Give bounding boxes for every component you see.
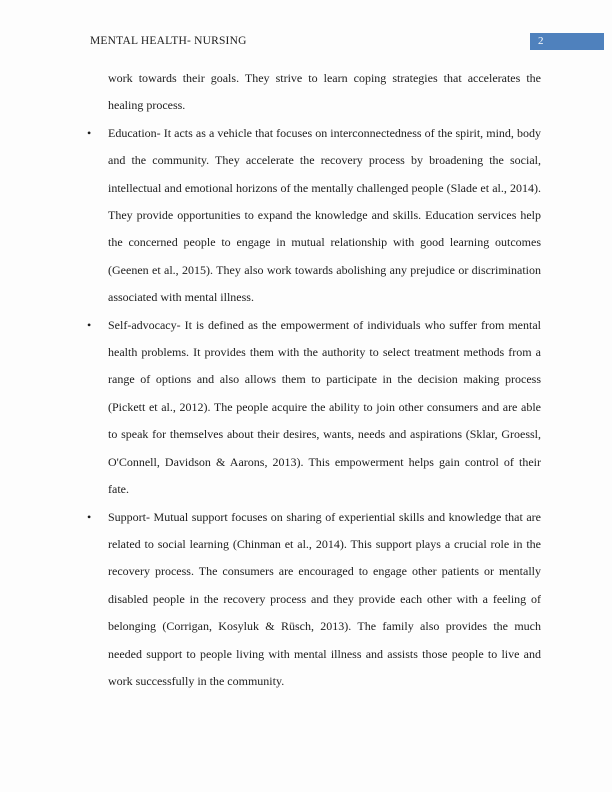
paragraph-continuation: work towards their goals. They strive to learn coping strategies that accelerates the healing process. bbox=[108, 71, 541, 113]
bullet-icon: • bbox=[87, 509, 92, 524]
running-head: MENTAL HEALTH- NURSING bbox=[90, 35, 247, 47]
bullet-list bbox=[87, 120, 541, 696]
bullet-item-education bbox=[87, 120, 541, 312]
page-number: 2 bbox=[538, 35, 544, 47]
page-number-badge bbox=[530, 33, 604, 50]
document-body bbox=[87, 65, 541, 695]
bullet-text-education: Education- It acts as a vehicle that focuses on interconnectedness of the spirit, mind, body and the community. They accelerate the recovery process by broadening the social, intellectual and emotional horizons of the mentally challenged people (Slade et al., 2014). They provide opportunities to expand the knowledge and skills. Education services help the concerned people to engage in mutual relationship with good learning outcomes (Geenen et al., 2015). They also work towards abolishing any prejudice or discrimination associated with mental illness. bbox=[108, 125, 541, 305]
bullet-icon: • bbox=[87, 317, 92, 332]
bullet-text-support: Support- Mutual support focuses on sharing of experiential skills and knowledge that are related to social learning (Chinman et al., 2014). This support plays a crucial role in the recovery process. The consumers are encouraged to engage other patients or mentally disabled people in the recovery process and they provide each other with a feeling of belonging (Corrigan, Kosyluk & Rüsch, 2013). The family also provides the much needed support to people living with mental illness and assists those people to live and work successfully in the community. bbox=[108, 509, 541, 688]
page-header bbox=[90, 33, 604, 53]
bullet-text-self-advocacy: Self-advocacy- It is defined as the empowerment of individuals who suffer from mental health problems. It provides them with the authority to select treatment methods from a range of options and also allows them to participate in the decision making process (Pickett et al., 2012). The people acquire the ability to join other consumers and are able to speak for themselves about their desires, wants, needs and aspirations (Sklar, Groessl, O'Connell, Davidson & Aarons, 2013). This empowerment helps gain control of their fate. bbox=[108, 317, 541, 497]
bullet-item-self-advocacy bbox=[87, 312, 541, 504]
bullet-icon: • bbox=[87, 125, 92, 140]
bullet-item-support bbox=[87, 504, 541, 696]
